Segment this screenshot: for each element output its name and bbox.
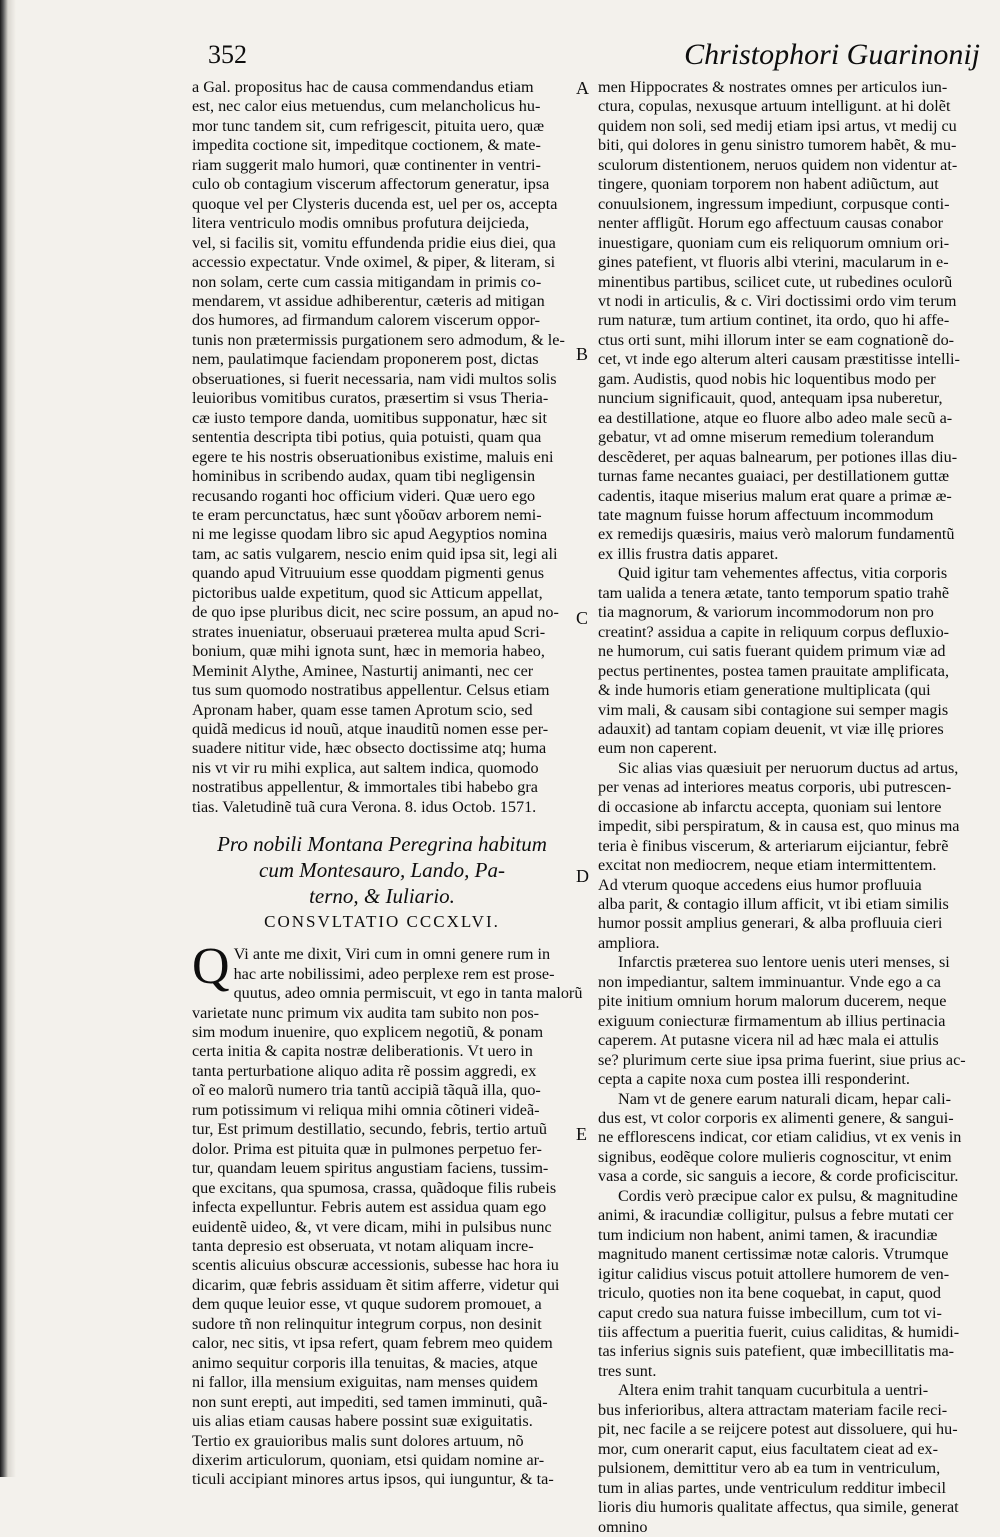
text-line: euidentẽ uideo, &, vt vere dicam, mihi in pulsibus nunc [192, 1217, 552, 1236]
text-line: tias. Valetudinẽ tuã cura Verona. 8. idus Octob. 1571. [192, 797, 537, 816]
text-line: uis alias etiam causas habere possint suæ exiguitatis. [192, 1412, 533, 1431]
text-line: cadentis, itaque miserius malum erat quare a primæ æ- [598, 486, 952, 505]
text-line: tia magnorum, & variorum incommodorum non pro [598, 603, 934, 622]
text-line: non solam, certe cum cassia mitigandam in primis co- [192, 272, 542, 291]
text-line: di occasione ab infarctu accepta, quoniam sui lentore [598, 797, 942, 816]
text-line: pictoribus ualde expetitum, quod sic Atticum appellat, [192, 583, 543, 602]
text-line: accessio expectatur. Vnde oximel, & piper, & literam, si [192, 253, 556, 272]
right-paragraph-1 [598, 78, 978, 564]
text-line: bonium, quæ mihi ignota sunt, hæc in memoria habeo, [192, 642, 545, 661]
text-line: impedita coctione sit, impeditque coctionem, & mate- [192, 136, 541, 155]
text-line: quoque vel per Clysteris ducenda est, uel per os, accepta [192, 194, 558, 213]
text-line: quando apud Vitruuium esse quoddam pigmenti genus [192, 564, 545, 583]
text-line: sudore tñ non relinquitur integrum corpus, non desinit [192, 1314, 542, 1333]
text-line: dos humores, ad firmandum calorem viscerum oppor- [192, 311, 541, 330]
left-column [192, 78, 583, 1490]
text-line: biti, qui dolores in genu sinistro tumorem habẽt, & mu- [598, 136, 957, 155]
text-line: animi, & iracundiæ colligitur, pulsus a febre mutati cer [598, 1206, 954, 1225]
text-line: Cordis verò præcipue calor ex pulsu, & magnitudine [618, 1186, 958, 1205]
right-column [598, 78, 978, 1537]
text-line: cepta a capite noxa cum postea illi responderint. [598, 1070, 910, 1089]
text-line: tanta depresio est obseruata, vt notam aliquam incre- [192, 1237, 534, 1256]
text-line: Sic alias vias quæsiuit per neruorum ductus ad artus, [618, 758, 959, 777]
right-paragraph-2 [598, 564, 978, 759]
right-paragraph-5 [598, 1090, 978, 1187]
text-line: ctura, copulas, nexusque artuum intelligunt. at hi dolẽt [598, 97, 951, 116]
text-line: dolor. Prima est pituita quæ in pulmones perpetuo fer- [192, 1139, 542, 1158]
text-line: men Hippocrates & nostrates omnes per articulos iun- [598, 78, 948, 96]
text-line: ne humorum, cui satis fuerant quidem primum viæ ad [598, 642, 946, 661]
text-line: vt nodi in articulis, & c. Viri doctissimi ordo vim terum [598, 291, 957, 310]
text-line: minentibus partibus, scilicet cute, ut rubedines oculorũ [598, 272, 953, 291]
text-line: scentis alicuius obscuræ accessionis, subesse hac hora iu [192, 1256, 559, 1275]
text-line: ex illis frustra datis apparet. [598, 544, 779, 563]
text-line: vel, si facilis sit, vomitu effundenda pridie eius diei, qua [192, 233, 556, 252]
text-line: de quo ipse pluribus dicit, nec scire possum, an apud no- [192, 603, 559, 622]
text-line: pulsionem, demittitur vero ab ea tum in ventriculum, [598, 1459, 941, 1478]
text-line: tur, Est primum destillatio, secundo, febris, tertio artuũ [192, 1120, 547, 1139]
heading-title-line: cum Montesauro, Lando, Pa- [259, 858, 505, 883]
text-line: adauxit) ad tantam copiam deuenit, vt viæ illę priores [598, 719, 944, 738]
text-line: recusando roganti hoc officium videri. Quæ uero ego [192, 486, 536, 505]
text-line: igitur calidius viscus potuit attollere humorem de ven- [598, 1264, 950, 1283]
text-line: est, nec calor eius metuendus, cum melancholicus hu- [192, 97, 541, 116]
text-line: quutus, adeo omnia permiscuit, vt ego in tanta malorũ [233, 984, 583, 1003]
text-line: certa initia & capita nostræ deliberationis. Vt uero in [192, 1042, 533, 1061]
text-line: strates inueniatur, obseruaui præterea multa apud Scri- [192, 622, 546, 641]
heading-title-line: terno, & Iuliario. [309, 884, 455, 909]
text-line: Nam vt de genere earum naturali dicam, hepar cali- [618, 1089, 952, 1108]
text-line: egere te his nostris obseruationibus existime, maluis eni [192, 447, 554, 466]
text-line: mor, cum onerarit caput, eius facultatem cieat ad ex- [598, 1439, 939, 1458]
text-line: rum potissimum vi reliqua mihi omnia cõtineri videã- [192, 1100, 540, 1119]
right-paragraph-4 [598, 953, 978, 1089]
text-line: gam. Audistis, quod nobis hic loquentibus modo per [598, 369, 936, 388]
text-line: nuncium significauit, quod, antequam ipsa nuberetur, [598, 389, 943, 408]
text-line: ni me legisse quodam libro sic apud Aegyptios nomina [192, 525, 548, 544]
text-line: nostratibus appellentur, & immortales tibi habebo gra [192, 778, 538, 797]
text-line: omnino [598, 1517, 648, 1536]
binding-gutter [0, 0, 16, 1477]
text-line: rum naturæ, tum artium continet, ita ordo, quo hi affe- [598, 311, 950, 330]
text-line: dicarim, quæ febris assiduam ẽt sitim afferre, videtur qui [192, 1275, 560, 1294]
consultation-heading [192, 831, 572, 909]
text-line: eum non caperent. [598, 739, 718, 758]
text-line: tus sum quomodo nostratibus appellentur. Celsus etiam [192, 681, 550, 700]
text-line: sim modum inuenire, quo explicem negotiũ, & ponam [192, 1023, 544, 1042]
right-paragraph-6 [598, 1187, 978, 1382]
text-line: excitat non mediocrem, neque etiam intermittentem. [598, 856, 937, 875]
text-line: ticuli accipiant minores artus ipsos, qui iunguntur, & ta- [192, 1470, 554, 1489]
text-line: vim mali, & causam sibi contagione sui semper magis [598, 700, 949, 719]
text-line: caput credo sua natura fuisse imbecillum, cum tot vi- [598, 1303, 942, 1322]
text-line: teria è finibus viscerum, & arteriarum eijciantur, febrẽ [598, 836, 949, 855]
text-line: triculo, quoties non ita bene coquebat, in caput, quod [598, 1284, 941, 1303]
text-line: Tertio ex grauioribus malis sunt dolores artuum, nõ [192, 1431, 524, 1450]
text-line: ne efflorescens indicat, cor etiam calidius, vt ex venis in [598, 1128, 962, 1147]
page-number: 352 [208, 40, 247, 69]
text-line: tum in alias partes, unde ventriculum redditur imbecil [598, 1478, 946, 1497]
left-text-block-2 [192, 938, 583, 1490]
page-header [200, 38, 980, 78]
text-line: sententia descripta tibi potius, quia potuisti, quam qua [192, 428, 542, 447]
text-line: tas inferius signis suis patefient, quæ imbecillitatis ma- [598, 1342, 955, 1361]
text-line: Quid igitur tam vehementes affectus, vitia corporis [618, 564, 948, 583]
text-line: alba parit, & contagio illum afficit, vt ibi etiam similis [598, 895, 949, 914]
text-line: turnas fame necantes guaiaci, per destillationem guttæ [598, 467, 950, 486]
text-line: varietate nunc primum vix audita tam subito non pos- [192, 1003, 540, 1022]
text-line: ampliora. [598, 933, 660, 952]
text-line: non sunt erepti, aut impediti, sed tamen imminuti, quã- [192, 1392, 548, 1411]
text-line: cet, vt inde ego alterum alteri causam præstitisse intelli- [598, 350, 960, 369]
text-line: pite initium omnium horum malorum ducerem, neque [598, 992, 947, 1011]
text-line: lioris diu humoris qualitate affectus, qua simile, generat [598, 1498, 959, 1517]
text-line: & inde humoris etiam generatione multiplicata (qui [598, 681, 931, 700]
margin-marker-a: A [576, 78, 589, 98]
text-line: suadere nititur vide, hæc obsecto doctissime atq; huma [192, 739, 547, 758]
text-line: calor, nec sitis, vt ipsa refert, quam febrem meo quidem [192, 1334, 553, 1353]
text-line: Meminit Alythe, Aminee, Nasturtij animanti, nec cer [192, 661, 534, 680]
text-line: Ad vterum quoque accedens eius humor profluuia [598, 875, 922, 894]
text-line: exiguum coniecturæ firmamentum ab illius pertinacia [598, 1011, 946, 1030]
right-paragraph-7 [598, 1381, 978, 1537]
text-line: caperem. At putasne vicera nil ad hæc mala ei attulis [598, 1031, 939, 1050]
text-line: humor possit amplius generari, & alba profluuia cieri [598, 914, 943, 933]
text-line: ex remedijs quæsiris, maius verò malorum fundamentũ [598, 525, 955, 544]
text-line: mor tunc tandem sit, cum refrigescit, pituita uero, quæ [192, 116, 544, 135]
text-line: te eram percunctatus, hæc sunt γδοῦαν arborem nemi- [192, 505, 542, 524]
text-line: dixerim articulorum, quoniam, etsi quidam nomine ar- [192, 1451, 545, 1469]
margin-marker-e: E [576, 1124, 587, 1144]
text-line: Vi ante me dixit, Viri cum in omni genere rum in [233, 945, 551, 964]
text-line: ctus orti sunt, mihi illorum inter se eam cognationẽ do- [598, 330, 955, 349]
text-line: quidem non soli, sed medij etiam ipsi artus, vt medij cu [598, 116, 957, 135]
text-line: tur, quandam leuem spiritus angustiam faciens, tussim- [192, 1159, 549, 1178]
text-line: ni fallor, illa mensium exiguitas, nam menses quidem [192, 1373, 538, 1392]
text-line: dem quque leuior esse, vt quque sudorem promouet, a [192, 1295, 542, 1314]
text-line: Apronam haber, quam esse tamen Aprotum scio, sed [192, 700, 533, 719]
margin-marker-c: C [576, 608, 589, 628]
text-line: bus inferioribus, altera attractam materiam facile reci- [598, 1400, 948, 1419]
text-line: creatint? assidua a capite in reliquum corpus defluxio- [598, 622, 950, 641]
text-line: hominibus in scribendo audax, quam tibi negligensin [192, 467, 536, 486]
consultation-number: CONSVLTATIO CCCXLVI. [264, 912, 500, 932]
text-line: tam, ac satis vulgarem, nescio enim quid ipsa sit, legi ali [192, 544, 558, 563]
text-line: nem, paulatimque faciendam proponerem post, dictas [192, 350, 539, 369]
text-line: mendarem, vt assidue adhiberentur, cæteris ad mitigan [192, 291, 545, 310]
text-line: tiis affectum a pueritia fuerit, cuius caliditas, & humidi- [598, 1323, 960, 1341]
text-line: nenter affligũt. Horum ego affectuum causas conabor [598, 214, 944, 233]
text-line: infecta expelluntur. Febris autem est assidua quam ego [192, 1198, 547, 1217]
text-line: Altera enim trahit tanquam cucurbitula a uentri- [618, 1381, 929, 1400]
text-line: sculorum distentionem, neruos quidem non videntur at- [598, 155, 958, 174]
text-line: cæ iusto tempore danda, uomitibus supponatur, hæc sit [192, 408, 547, 427]
margin-marker-d: D [576, 866, 589, 886]
text-line: tunis non prætermissis purgationem sero admodum, & le- [192, 330, 565, 349]
text-line: leuioribus vomitibus curatos, præsertim si vsus Theria- [192, 389, 549, 408]
text-line: inuestigare, quoniam cum eis reliquorum omnium ori- [598, 233, 950, 252]
text-line: quidã medicus id nouũ, atque inauditũ nomen esse per- [192, 719, 549, 738]
text-line: tum indicium non habent, animi tamen, & iracundiæ [598, 1225, 938, 1244]
text-line: tingere, quoniam torporem non habent adiũctum, aut [598, 175, 939, 194]
text-line: oĩ eo malorũ numero tria tantũ accipiã tãquã illa, quo- [192, 1081, 541, 1100]
text-line: riam suggerit malo humori, quæ continenter in ventri- [192, 155, 541, 174]
right-paragraph-3 [598, 759, 978, 954]
text-line: culo ob contagium viscerum affectorum generatur, ipsa [192, 175, 550, 194]
text-line: que excitans, qua spumosa, crassa, quãdoque filis rubeis [192, 1178, 557, 1197]
text-line: nis vt vir ru mihi explica, aut saltem indica, quomodo [192, 758, 539, 777]
text-line: vasa a corde, sic sanguis a iecore, & corde proficiscitur. [598, 1167, 959, 1186]
text-line: dus est, vt color corporis ex alimenti genere, & sangui- [598, 1109, 954, 1128]
text-line: ea destillatione, atque eo fluore albo adeo male secũ a- [598, 408, 953, 427]
text-line: hac arte nobilissimi, adeo perplexe rem est prose- [233, 964, 555, 983]
text-line: a Gal. propositus hac de causa commendandus etiam [192, 78, 534, 96]
text-line: magnitudo manent certissimæ notæ caloris. Vtrumque [598, 1245, 949, 1264]
text-line: se? plurimum certe siue ipsa prima fuerint, siue prius ac- [598, 1050, 966, 1069]
text-line: tam ualida a tenera ætate, tanto temporum spatio trahẽ [598, 583, 950, 602]
text-line: signibus, eodẽque colore mulieris cognoscitur, vt enim [598, 1147, 952, 1166]
left-text-block-1 [192, 78, 572, 817]
text-line: tres sunt. [598, 1361, 657, 1380]
text-line: conuulsionem, ingressum impediunt, corpusque conti- [598, 194, 950, 213]
text-line: litera ventriculo modis omnibus profutura deijcieda, [192, 214, 530, 233]
margin-marker-b: B [576, 344, 589, 364]
text-line: descẽderet, per aquas balnearum, per potiones illas diu- [598, 447, 958, 466]
drop-cap-initial: Q [192, 938, 230, 996]
text-line: per venas ad interiores meatus corporis, ubi putrescen- [598, 778, 952, 797]
text-line: tate magnum fuisse horum affectuum incommodum [598, 505, 934, 524]
text-line: pectus pertinentes, postea tamen prauitate amplificata, [598, 661, 950, 680]
text-line: impedit, sibi perspiratum, & in causa est, quo minus ma [598, 817, 960, 836]
text-line: pit, nec facile a se reijcere potest aut dissoluere, qui hu- [598, 1420, 958, 1439]
text-line: animo sequitur corporis illa tenuitas, & macies, atque [192, 1353, 538, 1372]
text-line: tanta perturbatione aliquo adita rẽ possim aggredi, ex [192, 1061, 537, 1080]
text-line: obseruationes, si fuerit necessaria, nam vidi multos solis [192, 369, 557, 388]
text-line: gebatur, vt ad omne miserum remedium tolerandum [598, 428, 935, 447]
text-line: Infarctis præterea suo lentore uenis uteri menses, si [618, 953, 950, 972]
text-line: gines patefient, vt fluoris albi vterini, macularum in e- [598, 253, 949, 272]
heading-title-line: Pro nobili Montana Peregrina habitum [217, 832, 547, 857]
running-title: Christophori Guarinonij [684, 38, 980, 71]
text-line: non impediantur, saltem imminuantur. Vnde ego a ca [598, 972, 941, 991]
